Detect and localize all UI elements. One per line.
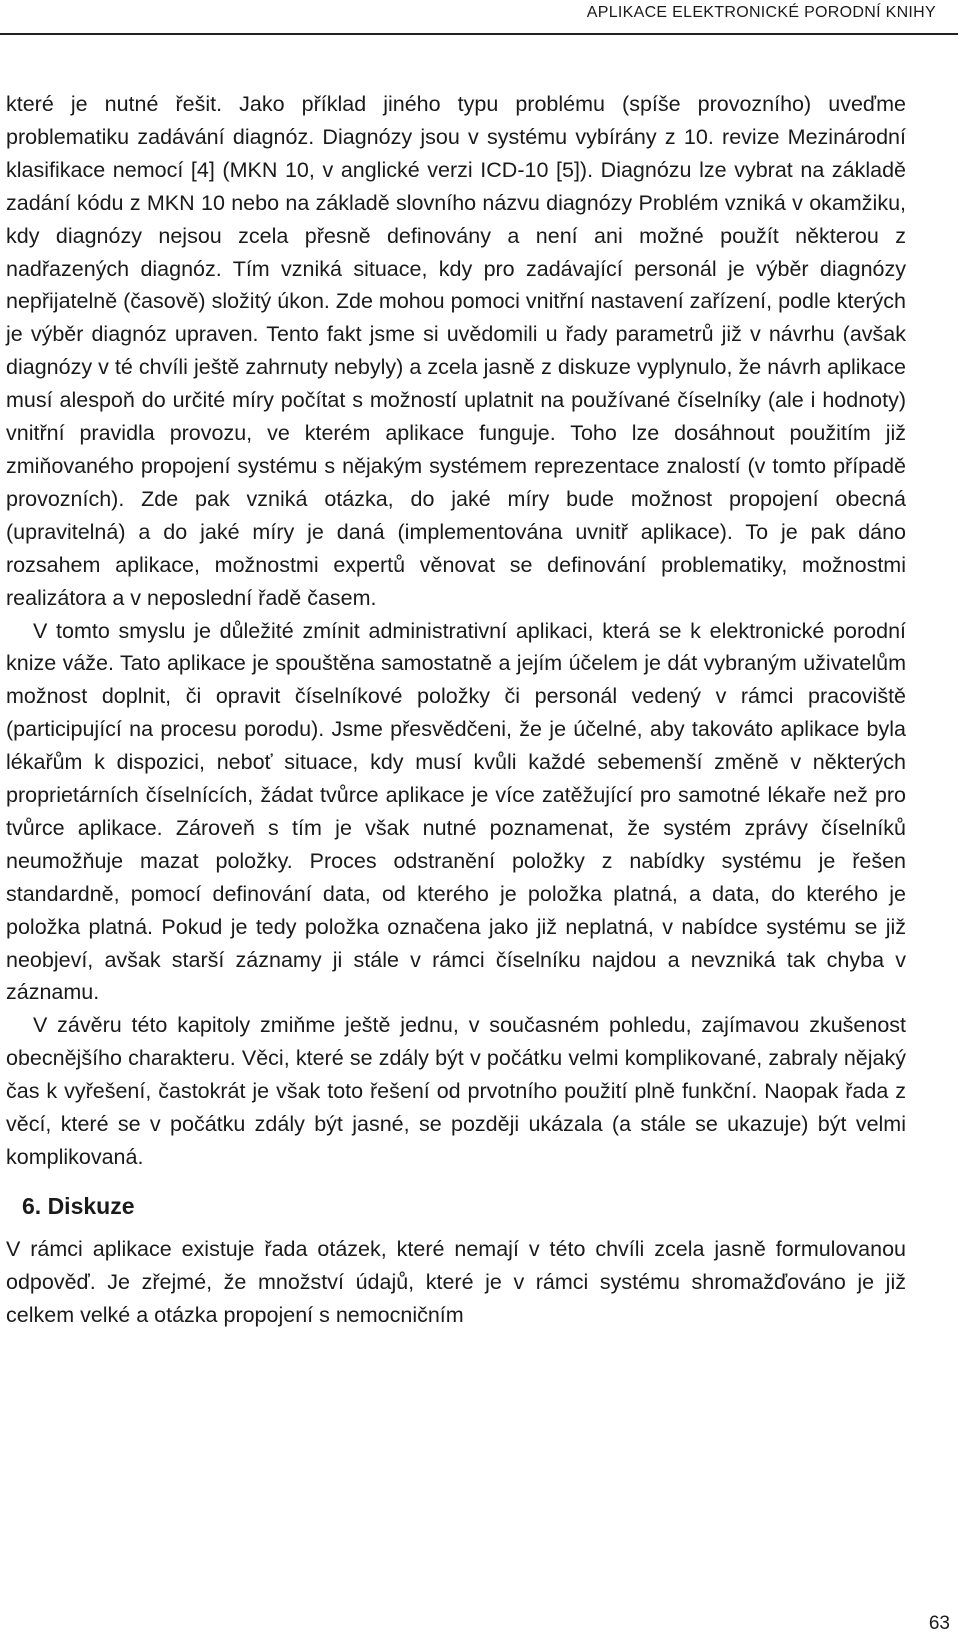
body-paragraph: V tomto smyslu je důležité zmínit administrativní aplikaci, která se k elektronické porodní knize váže. Tato aplikace je spouštěna samostatně a jejím účelem je dát vybraným uživatelům možnost doplnit, či opravit číselníkové položky či personál vedený v rámci pracoviště (participující na procesu porodu). Jsme přesvědčeni, že je účelné, aby takováto aplikace byla lékařům k dispozici, neboť situace, kdy musí kvůli každé sebemenší změně v některých proprietárních číselnících, žádat tvůrce aplikace je více zatěžující pro samotné lékaře než pro tvůrce aplikace. Zároveň s tím je však nutné poznamenat, že systém zprávy číselníků neumožňuje mazat položky. Proces odstranění položky z nabídky systému je řešen standardně, pomocí definování data, od kterého je položka platná, a data, do kterého je položka platná. Pokud je tedy položka označena jako již neplatná, v nabídce systému se již neobjeví, avšak starší záznamy ji stále v rámci číselníku najdou a nevzniká tak chyba v záznamu. — [6, 618, 906, 1005]
section-heading: 6. Diskuze — [22, 1192, 135, 1219]
body-paragraph: které je nutné řešit. Jako příklad jiného typu problému (spíše provozního) uveďme problematiku zadávání diagnóz. Diagnózy jsou v systému vybírány z 10. revize Mezinárodní klasifikace nemocí [4] (MKN 10, v anglické verzi ICD-10 [5]). Diagnózu lze vybrat na základě zadání kódu z MKN 10 nebo na základě slovního názvu diagnózy Problém vzniká v okamžiku, kdy diagnózy nejsou zcela přesně definovány a není ani možné použít některou z nadřazených diagnóz. Tím vzniká situace, kdy pro zadávající personál je výběr diagnózy nepřijatelně (časově) složitý úkon. Zde mohou pomoci vnitřní nastavení zařízení, podle kterých je výběr diagnóz upraven. Tento fakt jsme si uvědomili u řady parametrů již v návrhu (avšak diagnózy v té chvíli ještě zahrnuty nebyly) a zcela jasně z diskuze vyplynulo, že návrh aplikace musí alespoň do určité míry počítat s možností uplatnit na používané číselníky (ale i hodnoty) vnitřní pravidla provozu, ve kterém aplikace funguje. Toho lze dosáhnout použitím již zmiňovaného propojení systému s nějakým systémem reprezentace znalostí (v tomto případě provozních). Zde pak vzniká otázka, do jaké míry bude možnost propojení obecná (upravitelná) a do jaké míry je daná (implementována uvnitř aplikace). To je pak dáno rozsahem aplikace, možnostmi expertů věnovat se definování problematiky, možnostmi realizátora a v neposlední řadě časem. — [6, 92, 906, 610]
header-divider — [0, 33, 958, 35]
running-header: APLIKACE ELEKTRONICKÉ PORODNÍ KNIHY — [586, 4, 936, 21]
body-paragraph: V rámci aplikace existuje řada otázek, které nemají v této chvíli zcela jasně formulovanou odpověď. Je zřejmé, že množství údajů, které je v rámci systému shromažďováno je již celkem velké a otázka propojení s nemocničním — [6, 1236, 906, 1327]
body-paragraph: V závěru této kapitoly zmiňme ještě jednu, v současném pohledu, zajímavou zkušenost obecnějšího charakteru. Věci, které se zdály být v počátku velmi komplikované, zabraly nějaký čas k vyřešení, častokrát je však toto řešení od prvotního použití plně funkční. Naopak řada z věcí, které se v počátku zdály být jasné, se později ukázala (a stále se ukazuje) být velmi komplikovaná. — [6, 1013, 906, 1169]
page-number: 63 — [928, 1613, 950, 1634]
page-body — [6, 88, 906, 1332]
